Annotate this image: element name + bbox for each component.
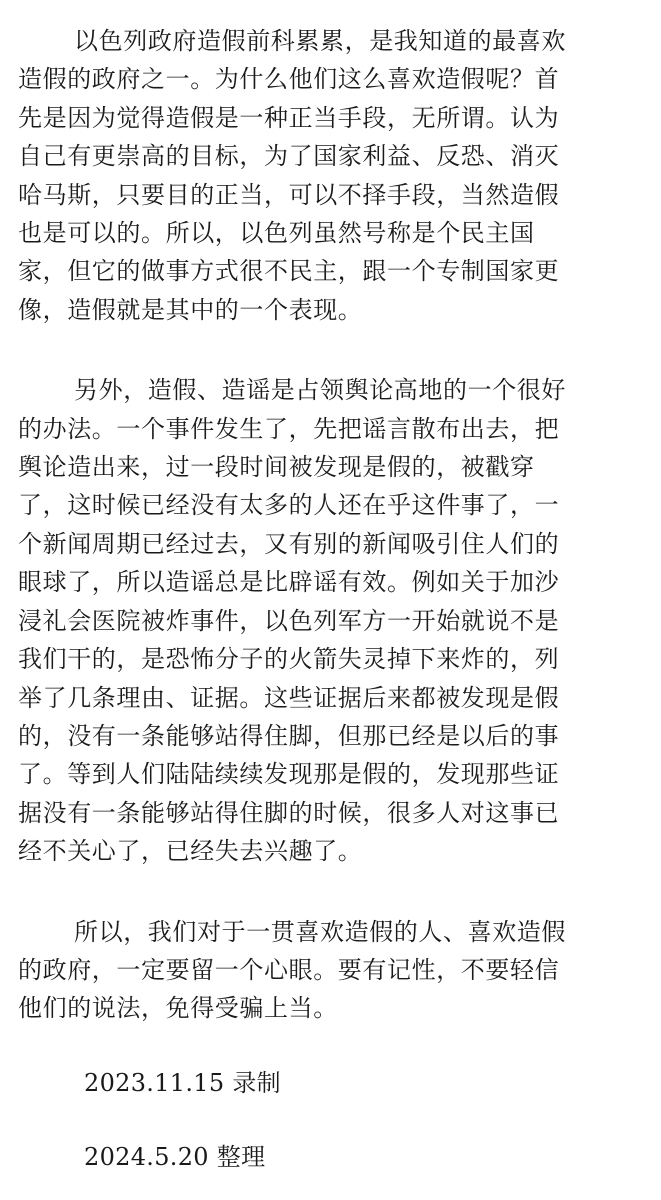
- paragraph-3: [18, 913, 621, 1028]
- text-line: 的办法。一个事件发生了，先把谣言散布出去，把: [18, 414, 560, 443]
- text-line: 自己有更崇高的目标，为了国家利益、反恐、消灭: [18, 142, 560, 171]
- paragraph-2: [18, 371, 621, 870]
- text-line: 了，这时候已经没有太多的人还在乎这件事了，一: [18, 491, 560, 520]
- text-line: 像，造假就是其中的一个表现。: [18, 295, 363, 324]
- text-line: 所以，我们对于一贯喜欢造假的人、喜欢造假: [74, 917, 566, 946]
- text-line: 浸礼会医院被炸事件，以色列军方一开始就说不是: [18, 606, 560, 635]
- text-line: 先是因为觉得造假是一种正当手段，无所谓。认为: [18, 103, 560, 132]
- text-line: 的政府，一定要留一个心眼。要有记性，不要轻信: [18, 955, 560, 984]
- text-line: 哈马斯，只要目的正当，可以不择手段，当然造假: [18, 180, 560, 209]
- text-line: 家，但它的做事方式很不民主，跟一个专制国家更: [18, 257, 560, 286]
- text-line: 以色列政府造假前科累累，是我知道的最喜欢: [74, 27, 566, 55]
- text-line: 另外，造假、造谣是占领舆论高地的一个很好: [74, 376, 566, 405]
- text-line: 眼球了，所以造谣总是比辟谣有效。例如关于加沙: [18, 568, 560, 597]
- text-line: 据没有一条能够站得住脚的时候，很多人对这事已: [18, 798, 560, 827]
- text-line: 举了几条理由、证据。这些证据后来都被发现是假: [18, 683, 560, 712]
- text-line: 他们的说法，免得受骗上当。: [18, 994, 338, 1023]
- text-line: 个新闻周期已经过去，又有别的新闻吸引住人们的: [18, 529, 560, 558]
- text-line: 经不关心了，已经失去兴趣了。: [18, 837, 363, 866]
- recorded-date: 2023.11.15 录制: [84, 1068, 281, 1097]
- text-line: 的，没有一条能够站得住脚，但那已经是以后的事: [18, 721, 560, 750]
- text-line: 造假的政府之一。为什么他们这么喜欢造假呢？首: [18, 65, 560, 94]
- text-line: 了。等到人们陆陆续续发现那是假的，发现那些证: [18, 760, 560, 789]
- text-line: 舆论造出来，过一段时间被发现是假的，被戳穿: [18, 453, 535, 482]
- paragraph-1: [18, 22, 621, 329]
- text-line: 也是可以的。所以，以色列虽然号称是个民主国: [18, 219, 535, 248]
- edited-date: 2024.5.20 整理: [84, 1142, 266, 1171]
- text-line: 我们干的，是恐怖分子的火箭失灵掉下来炸的，列: [18, 645, 560, 674]
